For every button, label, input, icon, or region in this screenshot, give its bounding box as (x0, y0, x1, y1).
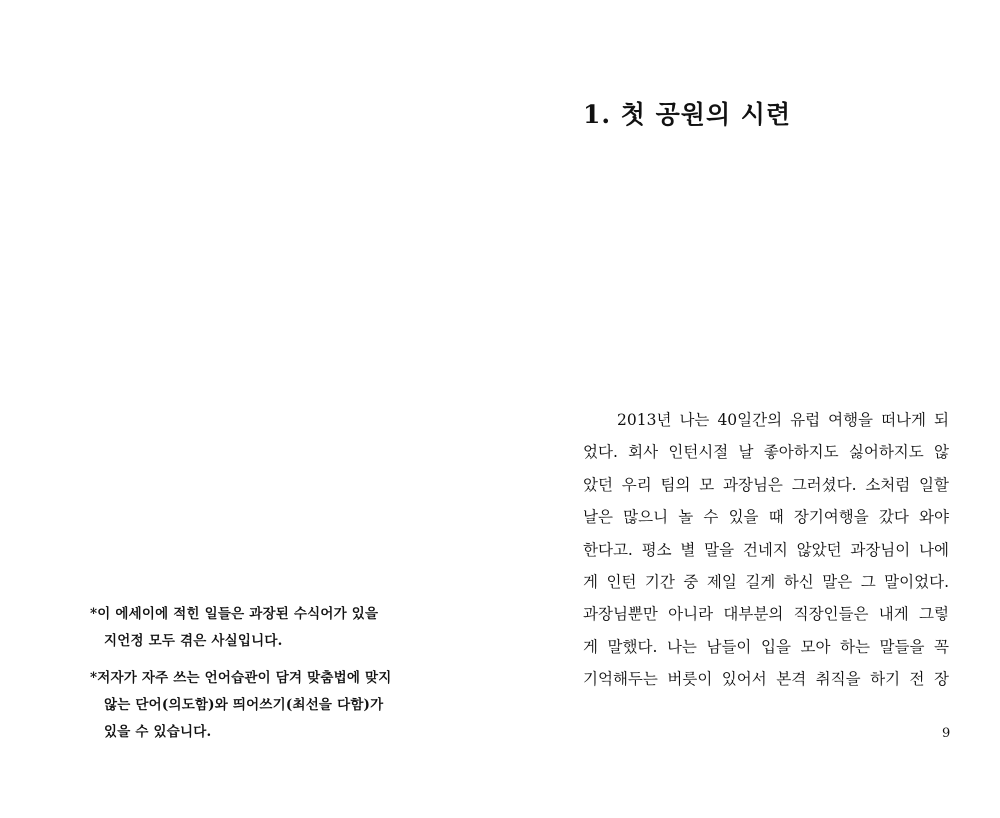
note-1 (90, 601, 450, 655)
body-line: 날은 많으니 놀 수 있을 때 장기여행을 갔다 와야 (583, 508, 949, 527)
note-2-line-3: 있을 수 있습니다. (104, 724, 212, 740)
note-2-line-2: 않는 단어(의도함)와 띄어쓰기(최선을 다함)가 (104, 697, 384, 713)
body-line: 었다. 회사 인턴시절 날 좋아하지도 싫어하지도 않 (583, 443, 949, 462)
body-line: 기억해두는 버릇이 있어서 본격 취직을 하기 전 장 (583, 670, 949, 689)
page-number: 9 (942, 726, 951, 741)
body-line: 았던 우리 팀의 모 과장님은 그러셨다. 소처럼 일할 (583, 475, 949, 494)
note-1-line-2: 지언정 모두 겪은 사실입니다. (104, 633, 283, 649)
author-notes (90, 601, 450, 756)
chapter-title: 1. 첫 공원의 시련 (583, 100, 792, 129)
right-page (500, 0, 1000, 818)
body-text (583, 404, 949, 696)
body-line: 2013년 나는 40일간의 유럽 여행을 떠나게 되 (617, 411, 949, 429)
note-2 (90, 665, 450, 746)
body-line: 게 말했다. 나는 남들이 입을 모아 하는 말들을 꼭 (583, 637, 949, 656)
note-1-line-1: *이 에세이에 적힌 일들은 과장된 수식어가 있을 (90, 606, 379, 622)
note-2-line-1: *저자가 자주 쓰는 언어습관이 담겨 맞춤법에 맞지 (90, 670, 392, 686)
body-line: 과장님뿐만 아니라 대부분의 직장인들은 내게 그렇 (583, 605, 949, 624)
body-line: 한다고. 평소 별 말을 건네지 않았던 과장님이 나에 (583, 540, 949, 559)
body-line: 게 인턴 기간 중 제일 길게 하신 말은 그 말이었다. (583, 573, 949, 592)
